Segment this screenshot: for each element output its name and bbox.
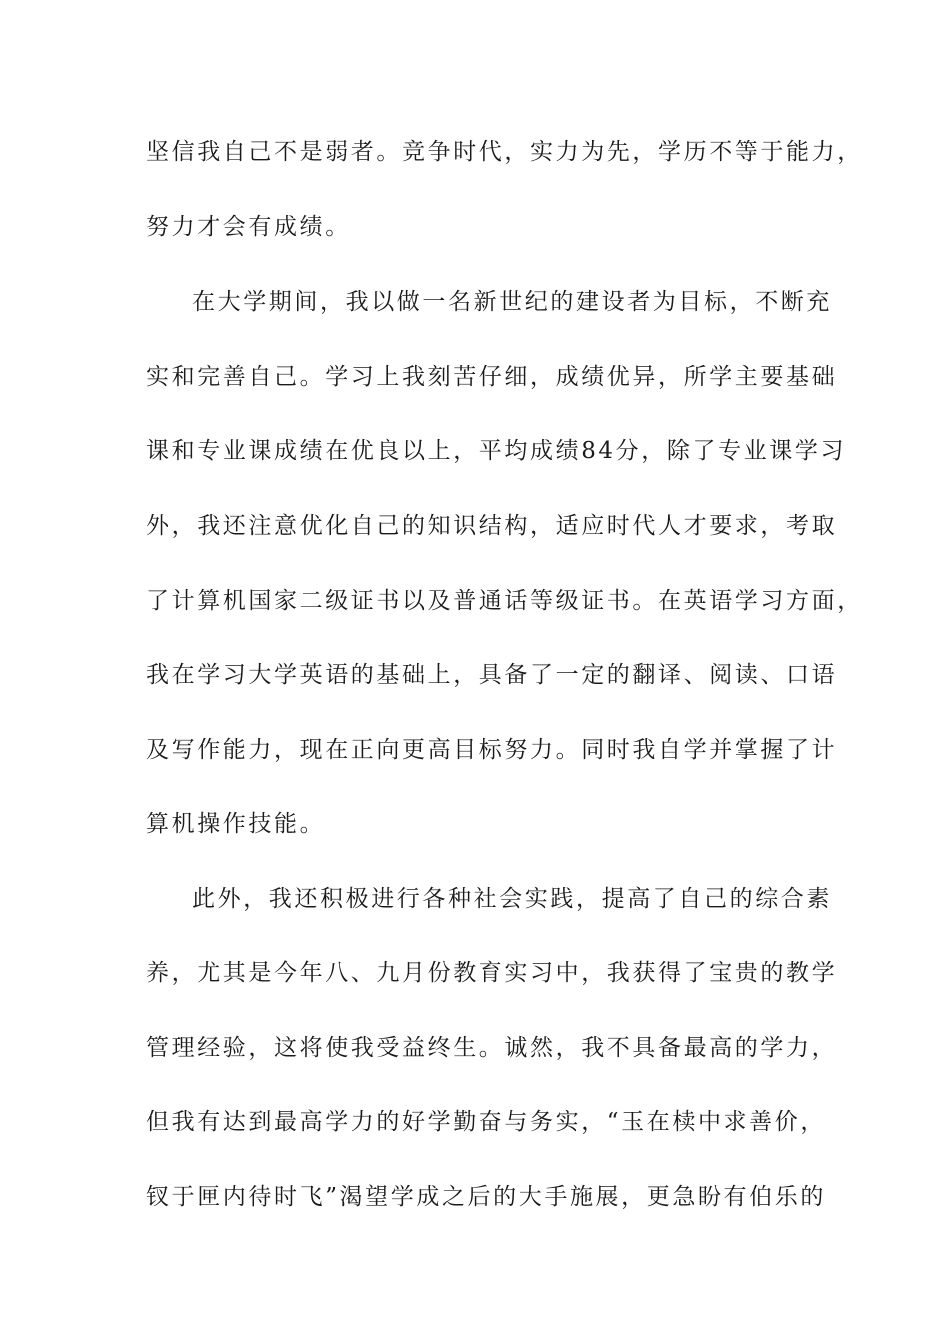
text-line: 算机操作技能。 <box>146 811 326 837</box>
paragraph-start-line: 此外，我还积极进行各种社会实践，提高了自己的综合素 <box>192 886 832 912</box>
text-line: 实和完善自己。学习上我刻苦仔细，成绩优异，所学主要基础 <box>146 364 838 390</box>
paragraph-start-line: 在大学期间，我以做一名新世纪的建设者为目标，不断充 <box>192 289 832 315</box>
text-line: 管理经验，这将使我受益终生。诚然，我不具备最高的学力， <box>146 1035 838 1061</box>
text-line: 钗于匣内待时飞”渴望学成之后的大手施展，更急盼有伯乐的 <box>146 1184 826 1210</box>
text-line: 课和专业课成绩在优良以上，平均成绩84分，除了专业课学习 <box>146 438 847 464</box>
text-line: 了计算机国家二级证书以及普通话等级证书。在英语学习方面， <box>146 588 863 614</box>
text-line: 我在学习大学英语的基础上，具备了一定的翻译、阅读、口语 <box>146 662 838 688</box>
text-line: 外，我还注意优化自己的知识结构，适应时代人才要求，考取 <box>146 513 838 539</box>
text-line: 努力才会有成绩。 <box>146 214 351 240</box>
text-line: 坚信我自己不是弱者。竞争时代，实力为先，学历不等于能力， <box>146 139 863 165</box>
text-line: 养，尤其是今年八、九月份教育实习中，我获得了宝贵的教学 <box>146 960 838 986</box>
text-line: 及写作能力，现在正向更高目标努力。同时我自学并掌握了计 <box>146 737 838 763</box>
text-line: 但我有达到最高学力的好学勤奋与务实，“玉在椟中求善价， <box>146 1109 826 1135</box>
